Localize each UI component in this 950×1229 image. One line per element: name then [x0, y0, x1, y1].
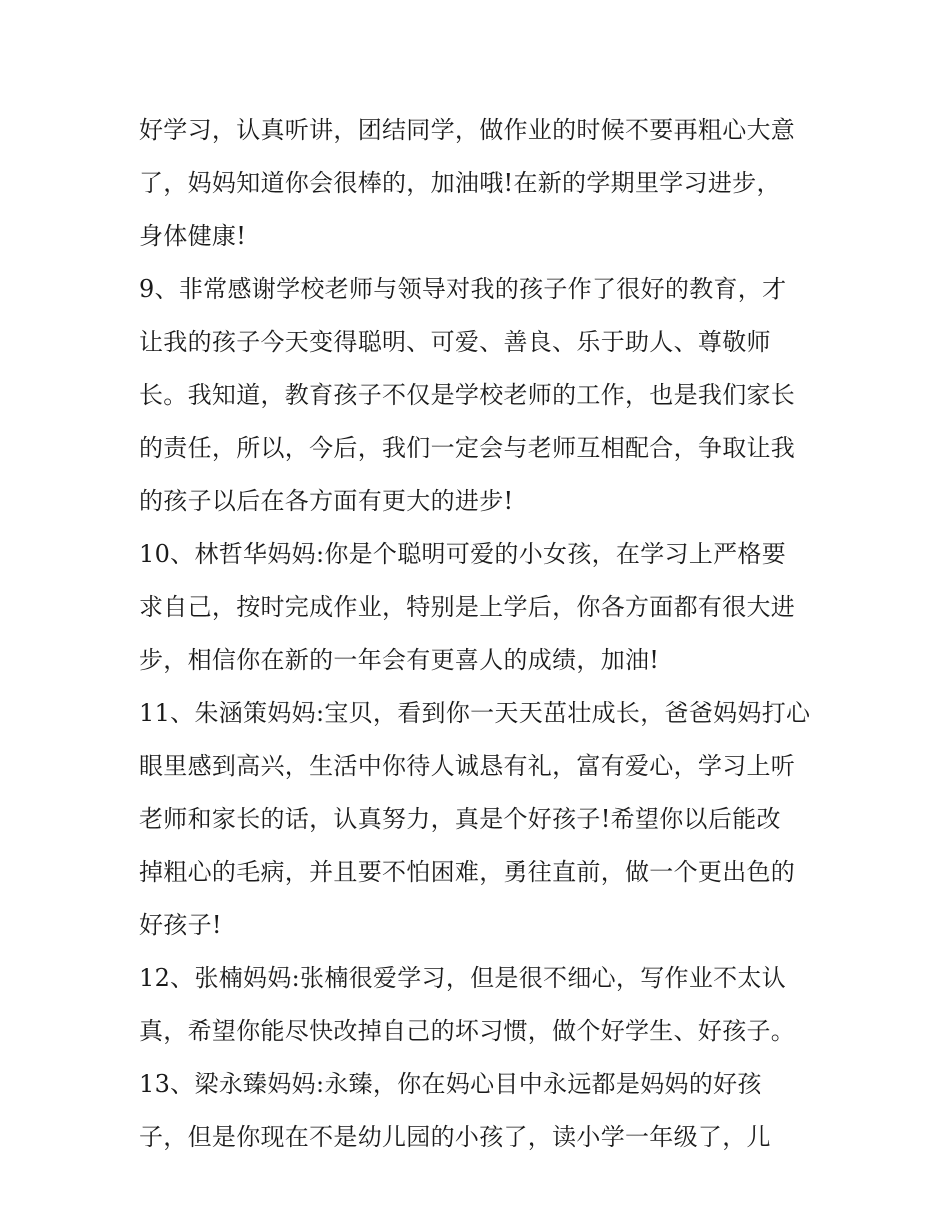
- text-line: 10、林哲华妈妈:你是个聪明可爱的小女孩，在学习上严格要: [139, 540, 787, 568]
- text-line: 的责任，所以，今后，我们一定会与老师互相配合，争取让我: [139, 434, 796, 462]
- text-line: 真，希望你能尽快改掉自己的坏习惯，做个好学生、好孩子。: [139, 1017, 796, 1045]
- text-line: 好学习，认真听讲，团结同学，做作业的时候不要再粗心大意: [139, 116, 796, 144]
- text-line: 老师和家长的话，认真努力，真是个好孩子!希望你以后能改: [139, 805, 781, 833]
- document-body: [139, 104, 819, 1164]
- text-line: 身体健康!: [139, 222, 247, 250]
- text-line: 11、朱涵策妈妈:宝贝，看到你一天天茁壮成长，爸爸妈妈打心: [139, 699, 811, 727]
- text-line: 步，相信你在新的一年会有更喜人的成绩，加油!: [139, 646, 660, 674]
- text-line: 掉粗心的毛病，并且要不怕困难，勇往直前，做一个更出色的: [139, 858, 796, 886]
- text-line: 12、张楠妈妈:张楠很爱学习，但是很不细心，写作业不太认: [139, 964, 787, 992]
- text-line: 长。我知道，教育孩子不仅是学校老师的工作，也是我们家长: [139, 381, 796, 409]
- text-line: 让我的孩子今天变得聪明、可爱、善良、乐于助人、尊敬师: [139, 328, 771, 356]
- text-line: 了，妈妈知道你会很棒的，加油哦!在新的学期里学习进步，: [139, 169, 781, 197]
- text-line: 眼里感到高兴，生活中你待人诚恳有礼，富有爱心，学习上听: [139, 752, 796, 780]
- text-line: 13、梁永臻妈妈:永臻，你在妈心目中永远都是妈妈的好孩: [139, 1070, 762, 1098]
- text-line: 的孩子以后在各方面有更大的进步!: [139, 487, 514, 515]
- text-line: 9、非常感谢学校老师与领导对我的孩子作了很好的教育，才: [139, 275, 787, 303]
- text-line: 子，但是你现在不是幼儿园的小孩了，读小学一年级了，儿: [139, 1123, 771, 1151]
- text-line: 好孩子!: [139, 911, 222, 939]
- text-line: 求自己，按时完成作业，特别是上学后，你各方面都有很大进: [139, 593, 796, 621]
